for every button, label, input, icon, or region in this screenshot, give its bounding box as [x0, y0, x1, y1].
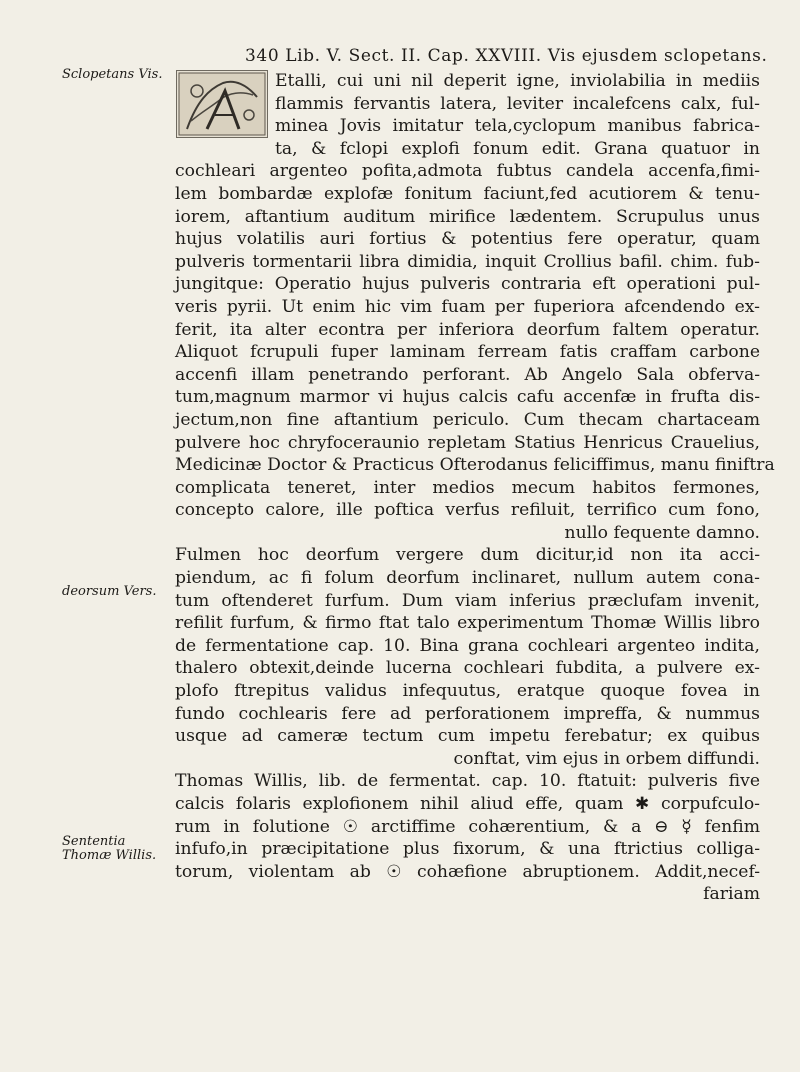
text-line: refilit furfum, & firmo ftat talo experimentum Thomæ Willis libro: [175, 613, 760, 634]
margin-note-sclopetans: [62, 68, 172, 82]
margin-note-sclopetans-text: Sclopetans Vis.: [62, 67, 163, 82]
text-line: flammis fervantis latera, leviter incalefcens calx, ful-: [275, 93, 760, 114]
margin-note-deorsum-text: deorsum Vers.: [62, 584, 157, 599]
text-line: iorem, aftantium auditum mirifice lædentem. Scrupulus unus: [175, 206, 760, 227]
text-line: Fulmen hoc deorfum vergere dum dicitur,id non ita acci-: [175, 545, 760, 566]
text-line: ta, & fclopi explofi fonum edit. Grana quatuor in: [275, 138, 760, 159]
text-line: cochleari argenteo pofita,admota fubtus candela accenfa,fimi-: [175, 161, 760, 182]
text-line: fundo cochlearis fere ad perforationem impreffa, & nummus: [175, 703, 760, 724]
text-line: conftat, vim ejus in orbem diffundi.: [453, 748, 760, 769]
text-line: tum oftenderet furfum. Dum viam inferius præclufam invenit,: [175, 590, 760, 611]
text-line: usque ad cameræ tectum cum impetu ferebatur; ex quibus: [175, 726, 760, 747]
text-line: jungitque: Operatio hujus pulveris contraria eft operationi pul-: [175, 274, 760, 295]
text-line: Medicinæ Doctor & Practicus Ofterodanus feliciffimus, manu finiftra: [175, 455, 775, 476]
text-line: pulvere hoc chryfoceraunio repletam Statius Henricus Crauelius,: [175, 432, 760, 453]
text-line: Etalli, cui uni nil deperit igne, inviolabilia in mediis: [275, 71, 760, 91]
text-line: calcis folaris explofionem nihil aliud effe, quam ✱ corpufculo-: [175, 794, 760, 814]
text-line: ferit, ita alter econtra per inferiora deorfum faltem operatur.: [175, 319, 760, 340]
text-line: minea Jovis imitatur tela,cyclopum manibus fabrica-: [275, 116, 760, 137]
text-line: rum in folutione ☉ arctiffime cohærentium, & a ⊖ ☿ fenfim: [175, 816, 760, 837]
text-line: Thomas Willis, lib. de fermentat. cap. 10. ftatuit: pulveris five: [175, 771, 760, 792]
text-line: thalero obtexit,deinde lucerna cochleari fubdita, a pulvere ex-: [175, 658, 760, 679]
text-line: hujus volatilis auri fortius & potentius fere operatur, quam: [175, 229, 760, 250]
text-line: Aliquot fcrupuli fuper laminam ferream fatis craffam carbone: [175, 342, 760, 363]
text-line: complicata teneret, inter medios mecum habitos fermones,: [175, 477, 760, 498]
text-line: pulveris tormentarii libra dimidia, inquit Crollius bafil. chim. fub-: [175, 251, 760, 272]
text-line: infufo,in præcipitatione plus fixorum, & una ftrictius colliga-: [175, 839, 760, 860]
text-line: tum,magnum marmor vi hujus calcis cafu accenfæ in frufta dis-: [175, 387, 760, 408]
text-line: accenfi illam penetrando perforant. Ab Angelo Sala obferva-: [175, 364, 760, 385]
text-line: torum, violentam ab ☉ cohæfione abruptionem. Addit,necef-: [175, 861, 760, 882]
text-line: jectum,non fine aftantium periculo. Cum thecam chartaceam: [175, 409, 760, 430]
text-line: veris pyrii. Ut enim hic vim fuam per fuperiora afcendendo ex-: [175, 296, 760, 317]
text-line: plofo ftrepitus validus infequutus, eratque quoque fovea in: [175, 681, 760, 702]
margin-note-sententia-text: Sententia Thomæ Willis.: [62, 834, 157, 863]
text-line: concepto calore, ille poftica verfus refiluit, terrifico cum fono,: [175, 500, 760, 521]
main-text-block: [175, 70, 775, 906]
margin-note-sententia: [62, 835, 172, 863]
text-line: fariam: [703, 884, 760, 905]
running-header: 340 Lib. V. Sect. II. Cap. XXVIII. Vis ejusdem sclopetans.: [245, 46, 768, 66]
text-line: nullo fequente damno.: [564, 522, 760, 543]
margin-note-deorsum: [62, 585, 172, 599]
text-line: piendum, ac fi folum deorfum inclinaret, nullum autem cona-: [175, 568, 760, 589]
text-line: de fermentatione cap. 10. Bina grana cochleari argenteo indita,: [175, 635, 760, 656]
text-line: lem bombardæ explofæ fonitum faciunt,fed acutiorem & tenu-: [175, 183, 760, 204]
